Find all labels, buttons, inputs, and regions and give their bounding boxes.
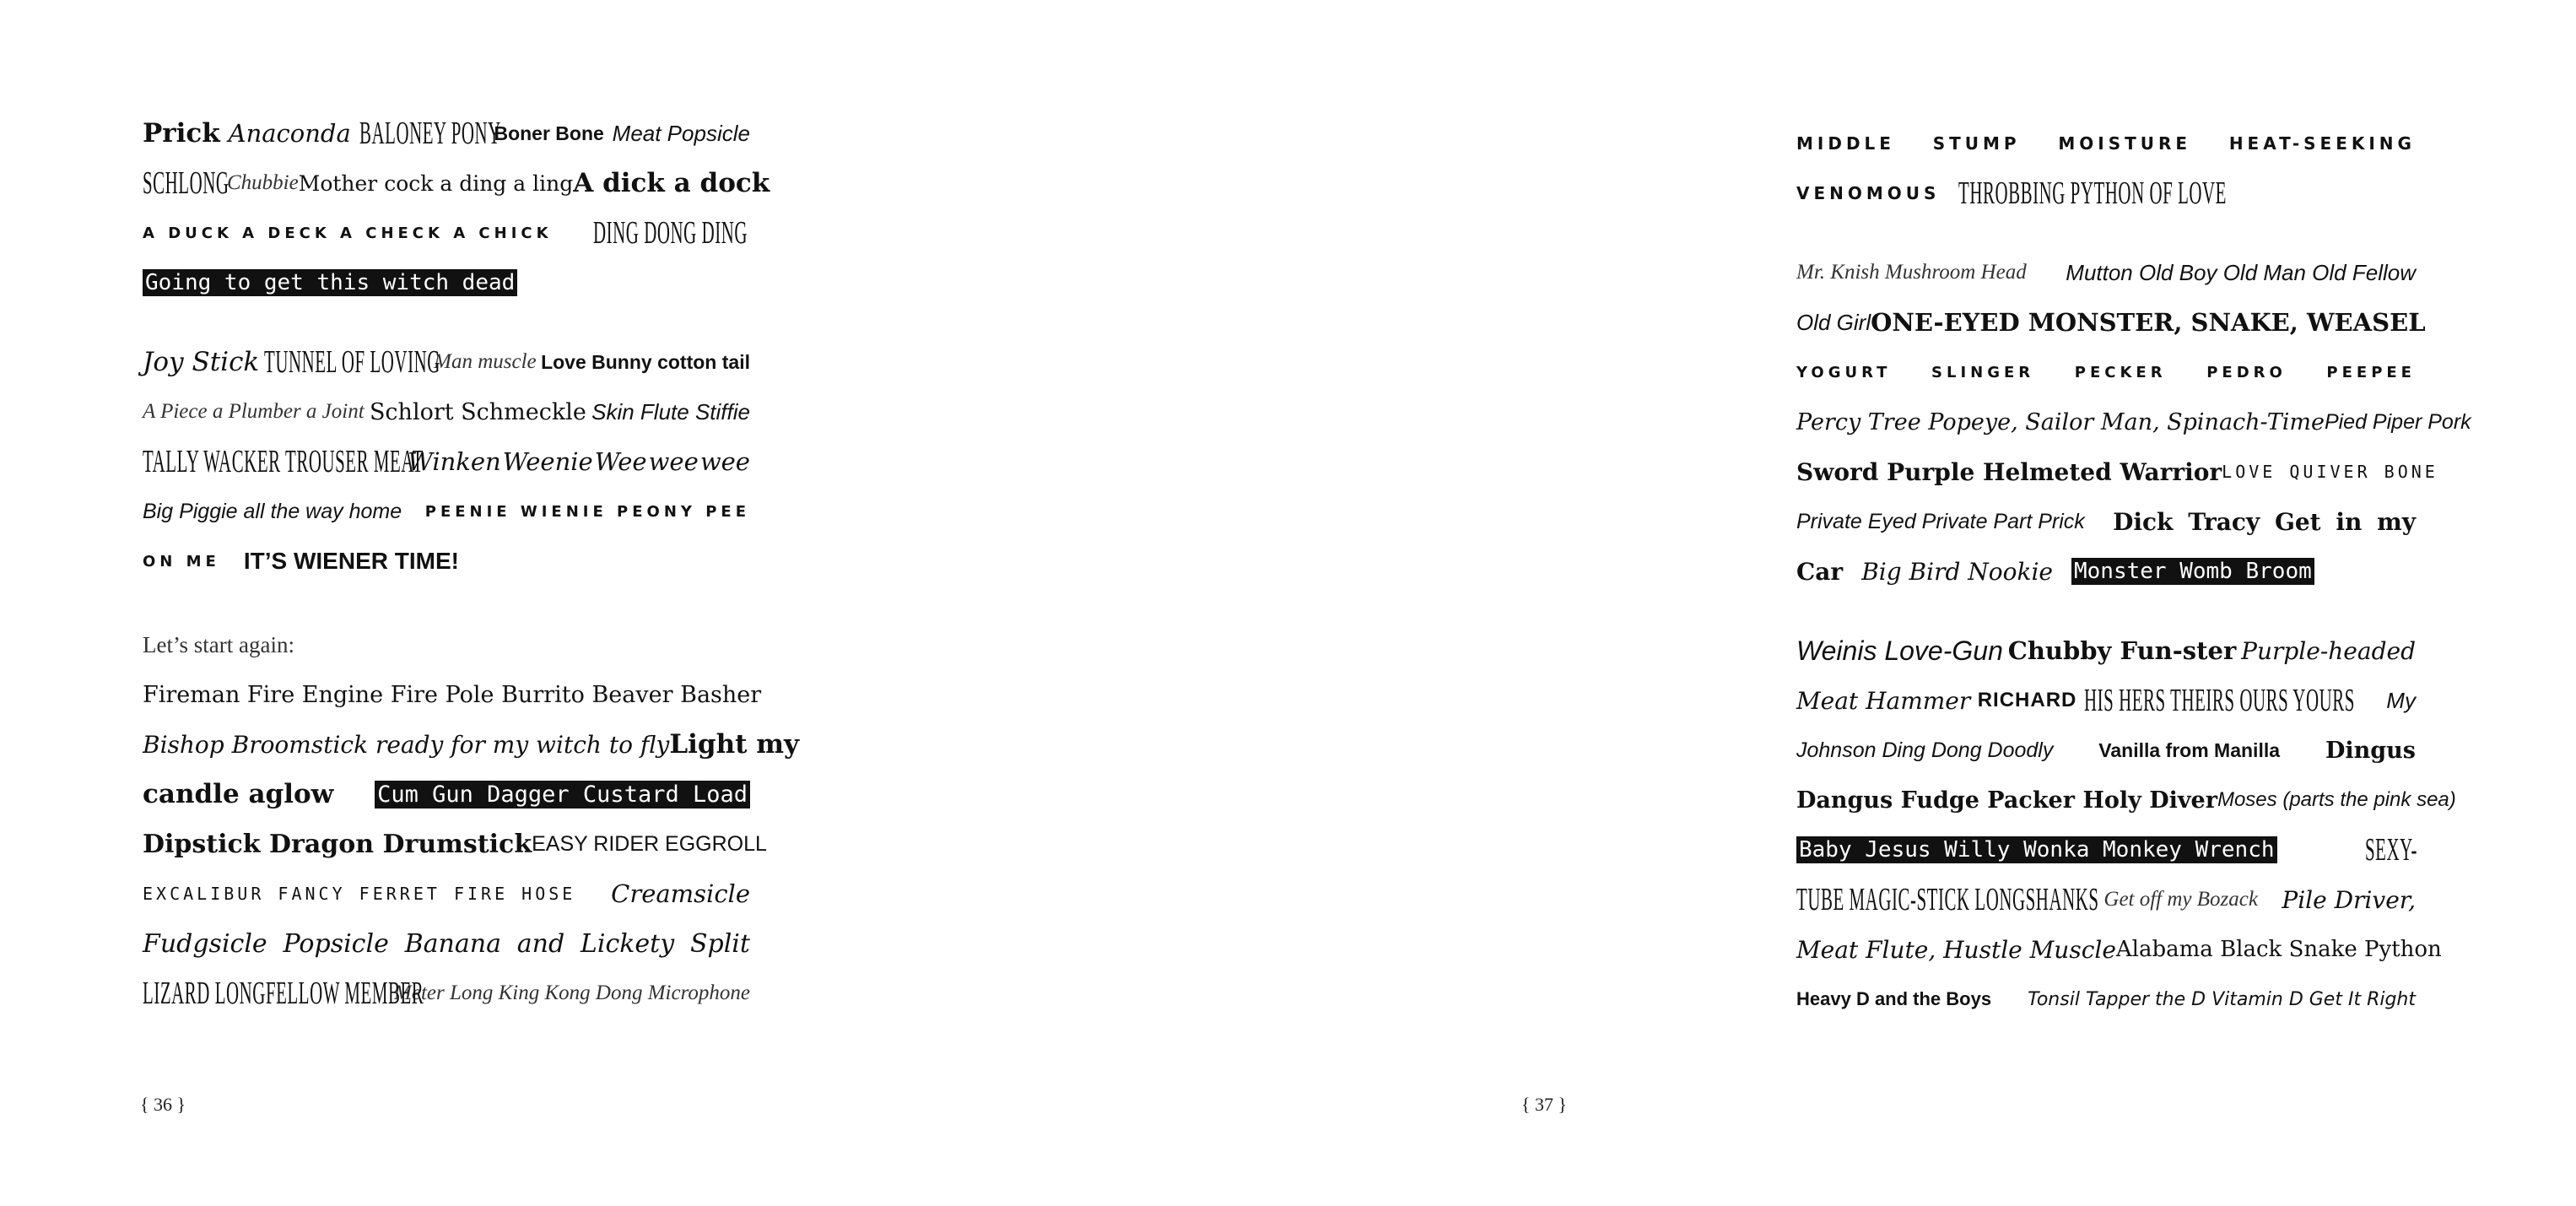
phrase: Moses (parts the pink sea) (2217, 788, 2456, 811)
highlighted-phrase: Monster Womb Broom (2071, 558, 2314, 585)
phrase: Vanilla from Manilla (2098, 738, 2281, 761)
phrase: Tonsil Tapper the D Vitamin D Get It Right (2028, 988, 2416, 1010)
phrase: Old Girl (1796, 309, 1871, 335)
phrase: Chubbie (227, 171, 299, 194)
phrase: EXCALIBUR FANCY FERRET FIRE HOSE (143, 884, 576, 904)
highlighted-phrase: Baby Jesus Willy Wonka Monkey Wrench (1796, 836, 2277, 863)
phrase: SLINGER (1931, 363, 2035, 381)
phrase: TUNNEL OF LOVING (263, 344, 440, 380)
phrase: Sword Purple Helmeted Warrior (1796, 457, 2222, 486)
text-line (143, 721, 800, 768)
phrase: Wee (594, 447, 647, 476)
text-line (143, 160, 770, 207)
text-line (1796, 627, 2416, 674)
left-page (0, 0, 844, 1206)
phrase: STUMP (1932, 133, 2021, 154)
phrase: Creamsicle (611, 879, 750, 908)
phrase: candle aglow (143, 779, 334, 809)
phrase: Pile Driver, (2282, 885, 2416, 914)
phrase-wrap (1958, 175, 2228, 212)
phrase: Dipstick Dragon Drumstick (143, 829, 532, 859)
phrase: SCHLONG (143, 165, 230, 201)
text-line (1796, 120, 2416, 167)
phrase: Meat Popsicle (612, 120, 750, 146)
phrase: Mr. Knish Mushroom Head (1796, 261, 2027, 284)
phrase: Meter Long King Kong Dong Microphone (394, 982, 750, 1004)
right-page (844, 0, 2471, 1206)
phrase-wrap (2084, 682, 2379, 719)
phrase: Mother cock a ding a ling (298, 170, 574, 196)
phrase: Dangus Fudge Packer Holy Diver (1796, 787, 2217, 814)
phrase: YOGURT (1796, 363, 1892, 381)
phrase: TALLY WACKER TROUSER MEAT (143, 444, 424, 479)
phrase: Fireman Fire Engine Fire Pole Burrito Beaver Basher (143, 681, 762, 708)
phrase: Man muscle (434, 350, 537, 373)
text-line (1796, 498, 2416, 545)
phrase: Weinis Love-Gun (1796, 635, 2003, 666)
text-line (143, 438, 750, 485)
text-line (1796, 448, 2438, 495)
text-line (143, 538, 750, 585)
phrase: Let’s start again: (143, 631, 294, 657)
phrase: wee (699, 447, 750, 476)
phrase: ON ME (143, 552, 220, 571)
phrase: A Piece a Plumber a Joint (143, 400, 365, 423)
text-line (143, 671, 762, 718)
phrase: Prick (143, 118, 220, 149)
phrase: Private Eyed Private Part Prick (1796, 509, 2085, 533)
phrase: A DUCK A DECK A CHECK A CHICK (143, 224, 553, 242)
phrase: PECKER (2074, 363, 2167, 381)
phrase-wrap (143, 443, 424, 480)
phrase: LIZARD LONGFELLOW MEMBER (143, 976, 424, 1011)
phrase: Pied Piper Pork (2324, 409, 2471, 434)
phrase: SEXY- (2365, 832, 2417, 868)
phrase: A dick a dock (573, 168, 770, 198)
phrase-wrap (593, 214, 750, 251)
phrase: Skin Flute Stiffie (591, 398, 750, 425)
phrase: BALONEY PONY (359, 116, 501, 151)
text-line (1796, 926, 2442, 973)
phrase: Purple-headed (2241, 636, 2416, 665)
phrase: PEDRO (2206, 363, 2287, 381)
phrase: wee (648, 447, 699, 476)
text-line (1796, 976, 2416, 1023)
text-line (143, 870, 750, 917)
phrase: Bishop Broomstick ready for my witch to fly (143, 730, 670, 759)
phrase: Chubby Fun-ster (2007, 636, 2237, 665)
text-line (143, 388, 750, 435)
phrase: Banana (404, 928, 501, 959)
text-line (143, 110, 750, 157)
phrase: Dick Tracy Get in my (2113, 507, 2416, 536)
text-line (143, 771, 750, 818)
phrase: MOISTURE (2058, 133, 2192, 154)
text-line (1796, 299, 2426, 346)
text-line (143, 209, 750, 257)
phrase: Dingus (2325, 737, 2416, 764)
phrase: Johnson Ding Dong Doodly (1796, 738, 2054, 762)
phrase: Weenie (502, 447, 593, 476)
phrase: Anaconda (228, 119, 351, 148)
text-line (1796, 548, 2416, 595)
text-line (1796, 349, 2416, 396)
phrase-wrap (263, 343, 440, 381)
phrase: Joy Stick (143, 347, 260, 377)
phrase: Heavy D and the Boys (1796, 988, 1992, 1009)
phrase: Alabama Black Snake Python (2115, 937, 2442, 962)
page-number: { 36 } (140, 1094, 186, 1115)
phrase: Big Bird Nookie (1861, 557, 2053, 586)
phrase: RICHARD (1977, 689, 2077, 711)
text-line (143, 621, 750, 668)
phrase: My (2386, 687, 2416, 713)
phrase: Meat Hammer (1796, 686, 1971, 715)
phrase: TUBE MAGIC-STICK LONGSHANKS (1796, 882, 2099, 917)
phrase: THROBBING PYTHON OF LOVE (1958, 176, 2228, 211)
text-line (1796, 876, 2416, 923)
phrase: Meat Flute, Hustle Muscle (1796, 935, 2116, 964)
phrase: Lickety (580, 928, 675, 959)
phrase: HEAT-SEEKING (2228, 133, 2416, 154)
text-line (1796, 398, 2471, 446)
text-line (143, 820, 767, 868)
phrase: LOVE QUIVER BONE (2222, 462, 2438, 482)
phrase-wrap (143, 975, 424, 1012)
text-line (1796, 677, 2416, 724)
phrase: Car (1796, 557, 1844, 586)
phrase: Get off my Bozack (2103, 888, 2258, 911)
phrase: DING DONG DING (593, 215, 748, 251)
text-line (143, 338, 750, 386)
phrase: Love Bunny cotton tail (541, 350, 750, 373)
text-line (1796, 249, 2416, 296)
phrase-wrap (2365, 831, 2416, 868)
phrase: Fudgsicle (143, 928, 267, 959)
phrase: Split (689, 928, 750, 959)
phrase: Percy Tree Popeye, Sailor Man, Spinach-Time (1796, 408, 2325, 435)
text-line (1796, 170, 2416, 217)
phrase: Light my (669, 729, 800, 760)
phrase-wrap (1796, 881, 2099, 918)
text-line (143, 488, 750, 535)
page-number: { 37 } (1521, 1094, 1568, 1115)
text-line (1796, 826, 2416, 873)
phrase: and (516, 928, 565, 959)
highlighted-phrase: Cum Gun Dagger Custard Load (375, 781, 750, 809)
text-line (143, 920, 750, 967)
text-line (1796, 776, 2456, 824)
text-line (1796, 727, 2416, 774)
phrase: VENOMOUS (1796, 183, 1941, 203)
phrase-wrap (143, 165, 230, 202)
phrase-wrap (359, 115, 501, 152)
phrase: PEENIE WIENIE PEONY PEE (424, 502, 750, 521)
phrase: ONE-EYED MONSTER, SNAKE, WEASEL (1871, 308, 2426, 337)
phrase: Boner Bone (494, 122, 604, 144)
phrase: IT’S WIENER TIME! (243, 548, 459, 574)
phrase: Big Piggie all the way home (143, 499, 402, 523)
highlighted-phrase: Going to get this witch dead (143, 269, 517, 296)
phrase: Winken (408, 447, 501, 476)
phrase: Schlort Schmeckle (369, 398, 586, 425)
phrase: HIS HERS THEIRS OURS YOURS (2083, 683, 2355, 718)
phrase: EASY RIDER EGGROLL (532, 831, 767, 856)
phrase: PEEPEE (2326, 363, 2416, 381)
phrase: MIDDLE (1796, 133, 1895, 154)
phrase: Mutton Old Boy Old Man Old Fellow (2066, 259, 2416, 285)
text-line (143, 970, 750, 1017)
phrase: Popsicle (283, 928, 389, 959)
text-line (143, 259, 750, 306)
